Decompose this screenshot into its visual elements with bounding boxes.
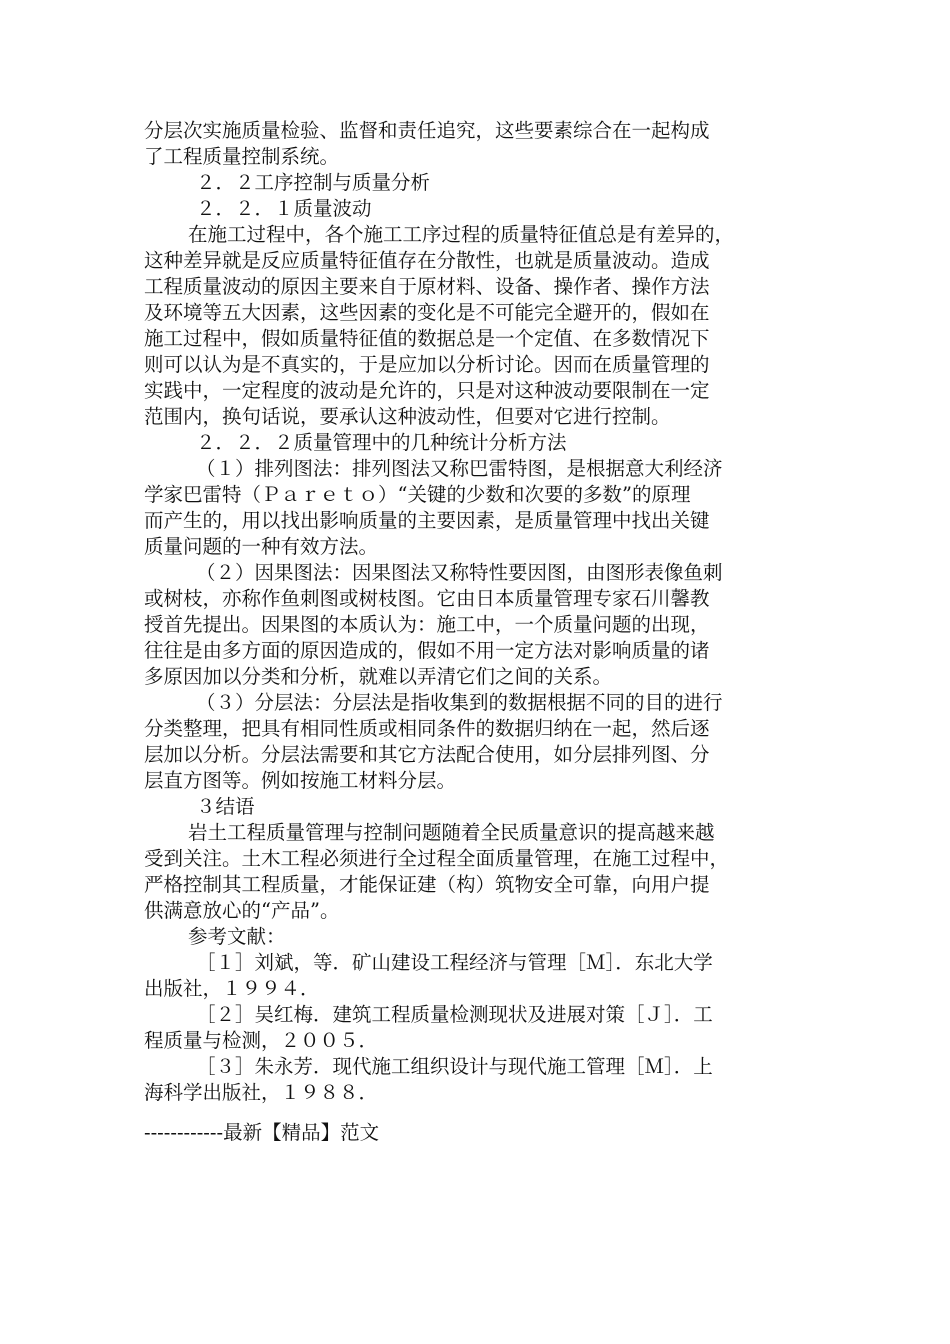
text-line: 分层次实施质量检验、监督和责任追究，这些要素综合在一起构成: [144, 119, 710, 142]
text-line: 受到关注。土木工程必须进行全过程全面质量管理，在施工过程中，: [144, 847, 730, 870]
text-line: 分类整理，把具有相同性质或相同条件的数据归纳在一起，然后逐: [144, 717, 710, 740]
text-line: 及环境等五大因素，这些因素的变化是不可能完全避开的，假如在: [144, 301, 710, 324]
text-line: 实践中，一定程度的波动是允许的，只是对这种波动要限制在一定: [144, 379, 710, 402]
text-line: 授首先提出。因果图的本质认为：施工中，一个质量问题的出现，: [144, 613, 710, 636]
text-line: ２．２．２质量管理中的几种统计分析方法: [196, 431, 567, 454]
text-line: ３结语: [196, 795, 255, 818]
text-line: ［２］吴红梅．建筑工程质量检测现状及进展对策［Ｊ］．工: [196, 1003, 713, 1026]
text-line: 出版社，１９９４．: [144, 977, 320, 1000]
text-line: ［３］朱永芳．现代施工组织设计与现代施工管理［Ｍ］．上: [196, 1055, 713, 1078]
text-line: （３）分层法：分层法是指收集到的数据根据不同的目的进行: [196, 691, 723, 714]
text-line: 而产生的，用以找出影响质量的主要因素，是质量管理中找出关键: [144, 509, 710, 532]
text-line: 学家巴雷特（Ｐａｒｅｔｏ）“关键的少数和次要的多数”的原理: [144, 483, 691, 506]
text-line: 施工过程中，假如质量特征值的数据总是一个定值、在多数情况下: [144, 327, 710, 350]
text-line: ２．２．１质量波动: [196, 197, 372, 220]
text-line: 供满意放心的“产品”。: [144, 899, 340, 922]
footer-caption: ------------最新【精品】范文: [144, 1121, 380, 1144]
text-line: 工程质量波动的原因主要来自于原材料、设备、操作者、操作方法: [144, 275, 710, 298]
text-line: 严格控制其工程质量，才能保证建（构）筑物安全可靠，向用户提: [144, 873, 710, 896]
text-line: 质量问题的一种有效方法。: [144, 535, 379, 558]
text-line: 范围内，换句话说，要承认这种波动性，但要对它进行控制。: [144, 405, 671, 428]
text-line: 层加以分析。分层法需要和其它方法配合使用，如分层排列图、分: [144, 743, 710, 766]
text-line: 层直方图等。例如按施工材料分层。: [144, 769, 457, 792]
text-line: （１）排列图法：排列图法又称巴雷特图，是根据意大利经济: [196, 457, 723, 480]
text-line: ２．２工序控制与质量分析: [196, 171, 431, 194]
text-line: 岩土工程质量管理与控制问题随着全民质量意识的提高越来越: [188, 821, 715, 844]
text-line: 则可以认为是不真实的，于是应加以分析讨论。因而在质量管理的: [144, 353, 710, 376]
text-line: 在施工过程中，各个施工工序过程的质量特征值总是有差异的，: [188, 223, 735, 246]
text-line: ［１］刘斌，等．矿山建设工程经济与管理［Ｍ］．东北大学: [196, 951, 713, 974]
text-line: 程质量与检测，２００５．: [144, 1029, 379, 1052]
text-line: （２）因果图法：因果图法又称特性要因图，由图形表像鱼刺: [196, 561, 723, 584]
text-line: 这种差异就是反应质量特征值存在分散性，也就是质量波动。造成: [144, 249, 710, 272]
document-body: [144, 118, 806, 1106]
text-line: 往往是由多方面的原因造成的，假如不用一定方法对影响质量的诸: [144, 639, 710, 662]
text-line: 或树枝，亦称作鱼刺图或树枝图。它由日本质量管理专家石川馨教: [144, 587, 710, 610]
text-line: 参考文献：: [188, 925, 286, 948]
text-line: 多原因加以分类和分析，就难以弄清它们之间的关系。: [144, 665, 613, 688]
text-line: 海科学出版社，１９８８．: [144, 1081, 379, 1104]
text-line: 了工程质量控制系统。: [144, 145, 340, 168]
